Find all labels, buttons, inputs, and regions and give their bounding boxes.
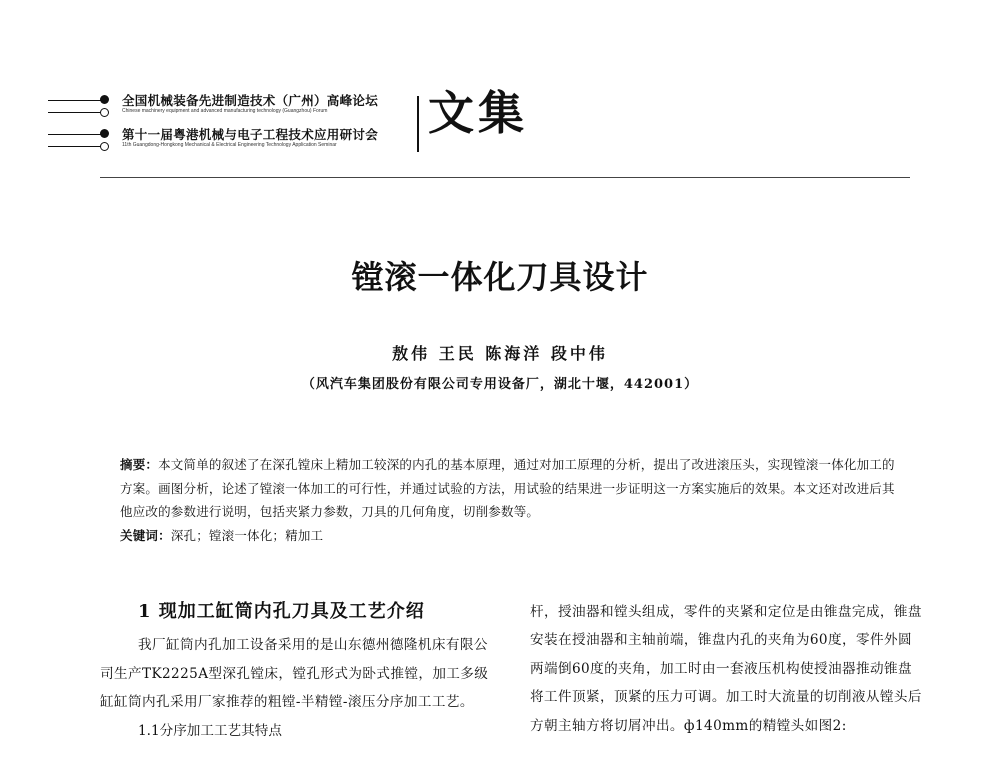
header-rule <box>48 100 102 101</box>
header-rule <box>48 146 102 147</box>
right-column <box>530 598 922 740</box>
abstract <box>120 453 895 524</box>
right-column-paragraph: 杆，授油器和镗头组成，零件的夹紧和定位是由锥盘完成，锥盘安装在授油器和主轴前端，锥盘内孔的夹角为60度，零件外圆两端倒60度的夹角，加工时由一套液压机构使授油器推动锥盘将工件顶紧，顶紧的压力可调。加工时大流量的切削液从镗头后方朝主轴方将切屑冲出。ф140mm的精镗头如图2: <box>530 604 922 734</box>
paper-title: 镗滚一体化刀具设计 <box>351 258 649 296</box>
seminar-title-cn: 第十一届粤港机械与电子工程技术应用研讨会 <box>122 127 379 142</box>
abstract-block <box>120 453 895 547</box>
keywords <box>120 524 895 548</box>
forum-header <box>48 91 418 117</box>
bullet-icon <box>100 129 109 138</box>
left-column <box>100 599 492 745</box>
subsection-heading: 1.1分序加工工艺其特点 <box>138 722 282 739</box>
keywords-label: 关键词： <box>120 527 171 543</box>
paper-affiliation: （风汽车集团股份有限公司专用设备厂，湖北十堰，442001） <box>301 377 699 392</box>
forum-title-cn: 全国机械装备先进制造技术（广州）高峰论坛 <box>122 93 379 108</box>
section-heading: 1 现加工缸筒内孔刀具及工艺介绍 <box>138 601 425 622</box>
collection-label: 文集 <box>428 86 528 140</box>
abstract-text: 本文简单的叙述了在深孔镗床上精加工较深的内孔的基本原理，通过对加工原理的分析，提出了改进滚压头，实现镗滚一体化加工的方案。画图分析，论述了镗滚一体加工的可行性，并通过试验的方法，用试验的结果进一步证明这一方案实施后的效果。本文还对改进后其他应改的参数进行说明，包括夹紧力参数，刀具的几何角度，切削参数等。 <box>120 457 895 519</box>
seminar-header <box>48 125 418 151</box>
seminar-title-en: 11th Guangdong-Hongkong Mechanical & Electrical Engineering Technology Application Seminar <box>122 142 337 148</box>
keywords-text: 深孔；镗滚一体化；精加工 <box>170 527 324 543</box>
circle-icon <box>100 142 109 151</box>
bullet-icon <box>100 95 109 104</box>
header-divider <box>417 96 419 152</box>
abstract-label: 摘要： <box>120 457 159 472</box>
header-rule <box>48 134 102 135</box>
header-underline <box>100 177 910 178</box>
header-rule <box>48 112 102 113</box>
section-paragraph: 我厂缸筒内孔加工设备采用的是山东德州德隆机床有限公司生产TK2225A型深孔镗床，镗孔形式为卧式推镗，加工多级缸缸筒内孔采用厂家推荐的粗镗-半精镗-滚压分序加工工艺。 <box>100 637 489 711</box>
paper-authors: 敖伟 王民 陈海洋 段中伟 <box>392 344 608 363</box>
forum-title-en: Chinese machinery equipment and advanced manufacturing technology (Guangzhou) Forum <box>122 108 328 114</box>
circle-icon <box>100 108 109 117</box>
